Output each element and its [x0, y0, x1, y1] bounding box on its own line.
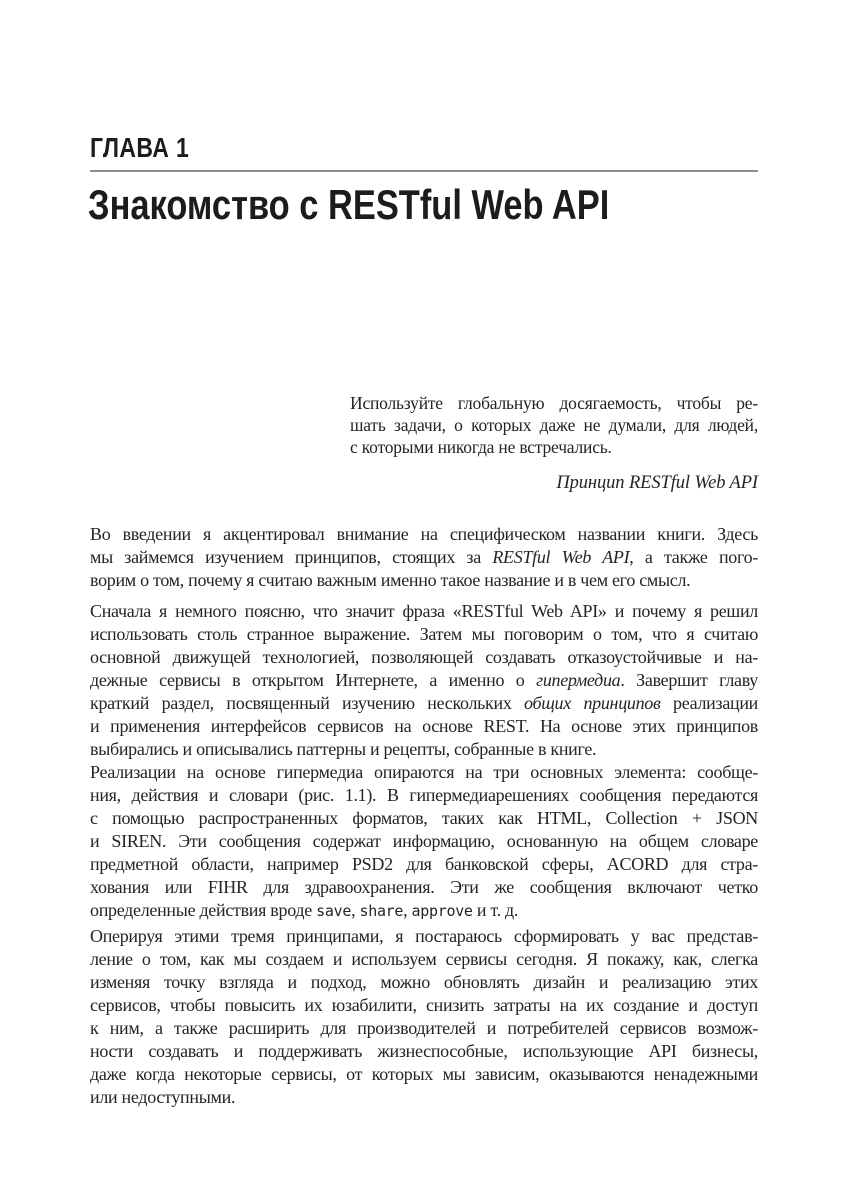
body-paragraph [90, 600, 758, 761]
text-line [90, 899, 758, 923]
text-segment: основной движущей технологией, позволяющей создавать отказоустойчивые и на- [90, 647, 758, 667]
text-line [90, 1063, 758, 1086]
text-segment: и SIREN. Эти сообщения содержат информацию, основанную на общем словаре [90, 831, 758, 851]
text-segment: выбирались и описывались паттерны и рецепты, собранные в книге. [90, 739, 597, 759]
text-line [90, 523, 758, 546]
text-segment: ния, действия и словари (рис. 1.1). В гипермедиарешениях сообщения передаются [90, 785, 758, 805]
text-line [90, 994, 758, 1017]
text-segment: ление о том, как мы создаем и используем сервисы сегодня. Я покажу, как, слегка [90, 949, 758, 969]
text-line [90, 569, 758, 592]
text-segment: мы займемся изучением принципов, стоящих за [90, 547, 493, 567]
text-segment: ворим о том, почему я считаю важным именно такое название и в чем его смысл. [90, 570, 691, 590]
text-line [90, 925, 758, 948]
text-segment: , а также пого- [629, 547, 759, 567]
text-line [90, 853, 758, 876]
text-segment: Используйте глобальную досягаемость, чтобы ре- [350, 393, 758, 413]
text-segment: ности создавать и поддерживать жизнеспособные, использующие API бизнесы, [90, 1041, 758, 1061]
text-line [90, 1017, 758, 1040]
text-segment: с помощью распространенных форматов, таких как HTML, Collection + JSON [90, 808, 758, 828]
text-line [90, 1086, 758, 1109]
text-segment: Во введении я акцентировал внимание на специфическом названии книги. Здесь [90, 524, 758, 544]
text-segment: . Завершит главу [620, 670, 758, 690]
text-line [90, 546, 758, 569]
text-segment: к ним, а также расширить для производителей и потребителей сервисов возмож- [90, 1018, 758, 1038]
text-line [90, 876, 758, 899]
text-line [350, 414, 758, 436]
italic-text: гипермедиа [536, 670, 621, 690]
chapter-title: Знакомство с RESTful Web API [88, 181, 610, 228]
text-segment: , [351, 900, 360, 920]
text-line [350, 436, 758, 458]
text-line [90, 807, 758, 830]
epigraph-quote [350, 392, 758, 458]
text-line [90, 971, 758, 994]
text-segment: предметной области, например PSD2 для банковской сферы, ACORD для стра- [90, 854, 758, 874]
code-text: approve [411, 902, 473, 920]
code-text: save [316, 902, 352, 920]
text-segment: использовать столь странное выражение. Затем мы поговорим о том, что я считаю [90, 624, 758, 644]
text-segment: хования или FIHR для здравоохранения. Эти же сообщения включают четко [90, 877, 758, 897]
text-line [90, 761, 758, 784]
text-segment: Оперируя этими тремя принципами, я постараюсь сформировать у вас представ- [90, 926, 758, 946]
text-segment: реализации [660, 693, 759, 713]
text-segment: краткий раздел, посвященный изучению нескольких [90, 693, 525, 713]
text-segment: или недоступными. [90, 1087, 236, 1107]
text-line [90, 784, 758, 807]
chapter-divider-rule [90, 170, 758, 172]
text-segment: даже когда некоторые сервисы, от которых мы зависим, оказываются ненадежными [90, 1064, 758, 1084]
body-paragraph [90, 761, 758, 923]
text-line [90, 948, 758, 971]
text-line [90, 692, 758, 715]
body-paragraph [90, 523, 758, 592]
text-line [350, 392, 758, 414]
text-segment: изменяя точку взгляда и подход, можно обновлять дизайн и реализацию этих [90, 972, 758, 992]
text-line [90, 646, 758, 669]
text-line [90, 738, 758, 761]
text-segment: , [403, 900, 412, 920]
text-segment: дежные сервисы в открытом Интернете, а именно о [90, 670, 537, 690]
text-segment: определенные действия вроде [90, 900, 317, 920]
text-line [90, 600, 758, 623]
chapter-number-label: ГЛАВА 1 [90, 132, 190, 163]
code-text: share [359, 902, 404, 920]
text-line [90, 715, 758, 738]
text-segment: и т. д. [472, 900, 519, 920]
text-segment: и применения интерфейсов сервисов на основе REST. На основе этих принципов [90, 716, 758, 736]
body-paragraph [90, 925, 758, 1109]
text-segment: Реализации на основе гипермедиа опираются на три основных элемента: сообще- [90, 762, 758, 782]
text-line [90, 623, 758, 646]
epigraph-attribution: Принцип RESTful Web API [556, 473, 758, 493]
italic-text: RESTful Web API [492, 547, 630, 567]
italic-text: общих принципов [524, 693, 661, 713]
text-segment: сервисов, чтобы повысить их юзабилити, снизить затраты на их создание и доступ [90, 995, 758, 1015]
text-segment: шать задачи, о которых даже не думали, для людей, [350, 415, 758, 435]
text-segment: Сначала я немного поясню, что значит фраза «RESTful Web API» и почему я решил [90, 601, 758, 621]
text-line [90, 1040, 758, 1063]
text-line [90, 669, 758, 692]
text-segment: с которыми никогда не встречались. [350, 437, 612, 457]
text-line [90, 830, 758, 853]
